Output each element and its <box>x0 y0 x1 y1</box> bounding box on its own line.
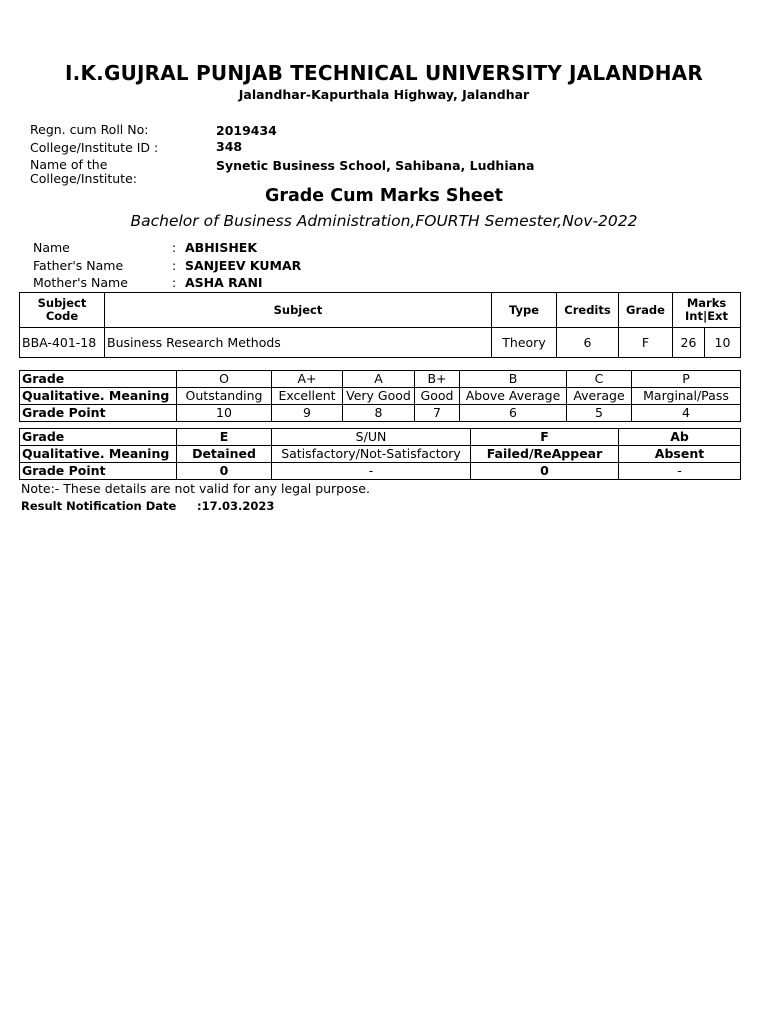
grade-value: Ab <box>619 429 741 446</box>
father-name-label: Father's Name <box>33 258 124 273</box>
meaning-value: Failed/ReAppear <box>471 446 619 463</box>
roll-label: Regn. cum Roll No: <box>30 122 149 137</box>
grade-row <box>20 371 741 388</box>
grade-label: Grade <box>20 429 177 446</box>
student-name-label: Name <box>33 240 70 255</box>
marks-table <box>19 292 741 358</box>
grade-value: B+ <box>415 371 460 388</box>
grade-value: A+ <box>272 371 343 388</box>
meaning-value: Marginal/Pass <box>632 388 741 405</box>
point-row <box>20 463 741 480</box>
father-name-value: SANJEEV KUMAR <box>185 258 302 273</box>
colon: : <box>172 275 177 290</box>
institute-name-label-line1: Name of the <box>30 157 108 172</box>
external-marks-cell: 10 <box>705 328 741 358</box>
grade-value: B <box>460 371 567 388</box>
grade-point-value: 5 <box>567 405 632 422</box>
meaning-value: Outstanding <box>177 388 272 405</box>
institute-name-label-line2: College/Institute: <box>30 171 137 186</box>
grade-point-value: 6 <box>460 405 567 422</box>
grade-point-value: 8 <box>343 405 415 422</box>
grade-point-label: Grade Point <box>20 405 177 422</box>
meaning-value: Very Good <box>343 388 415 405</box>
university-name: I.K.GUJRAL PUNJAB TECHNICAL UNIVERSITY JALANDHAR <box>65 61 703 85</box>
meaning-label: Qualitative. Meaning <box>20 388 177 405</box>
header-type: Type <box>492 293 557 328</box>
result-date-label: Result Notification Date <box>21 499 177 513</box>
header-credits: Credits <box>557 293 619 328</box>
header-grade: Grade <box>619 293 673 328</box>
grade-cell: F <box>619 328 673 358</box>
grade-point-value: 10 <box>177 405 272 422</box>
programme-title: Bachelor of Business Administration,FOURTH Semester,Nov-2022 <box>130 212 638 230</box>
meaning-value: Absent <box>619 446 741 463</box>
grade-point-value: 7 <box>415 405 460 422</box>
colon: : <box>172 258 177 273</box>
student-name-value: ABHISHEK <box>185 240 258 255</box>
meaning-value: Above Average <box>460 388 567 405</box>
point-row <box>20 405 741 422</box>
grade-legend-table-1 <box>19 370 741 422</box>
institute-id-value: 348 <box>216 139 243 154</box>
institute-name-value: Synetic Business School, Sahibana, Ludhiana <box>216 158 535 173</box>
meaning-label: Qualitative. Meaning <box>20 446 177 463</box>
sheet-title: Grade Cum Marks Sheet <box>264 186 504 206</box>
meaning-value: Satisfactory/Not-Satisfactory <box>272 446 471 463</box>
meaning-row <box>20 446 741 463</box>
meaning-value: Detained <box>177 446 272 463</box>
result-notification <box>21 499 274 513</box>
meaning-row <box>20 388 741 405</box>
legal-note: Note:- These details are not valid for any legal purpose. <box>21 481 370 496</box>
roll-value: 2019434 <box>216 123 277 138</box>
header-marks: Marks Int|Ext <box>673 293 741 328</box>
grade-row <box>20 429 741 446</box>
result-date-value: :17.03.2023 <box>197 499 275 513</box>
university-address: Jalandhar-Kapurthala Highway, Jalandhar <box>238 87 530 102</box>
mother-name-value: ASHA RANI <box>185 275 263 290</box>
grade-legend-table-2 <box>19 428 741 480</box>
grade-value: C <box>567 371 632 388</box>
grade-point-value: 9 <box>272 405 343 422</box>
mother-name-label: Mother's Name <box>33 275 128 290</box>
grade-value: O <box>177 371 272 388</box>
subject-name-cell: Business Research Methods <box>105 328 492 358</box>
grade-value: F <box>471 429 619 446</box>
grade-value: A <box>343 371 415 388</box>
credits-cell: 6 <box>557 328 619 358</box>
grade-point-value: - <box>272 463 471 480</box>
grade-point-label: Grade Point <box>20 463 177 480</box>
header-subject-code: Subject Code <box>20 293 105 328</box>
header-subject: Subject <box>105 293 492 328</box>
internal-marks-cell: 26 <box>673 328 705 358</box>
table-row <box>20 328 741 358</box>
grade-label: Grade <box>20 371 177 388</box>
subject-code-cell: BBA-401-18 <box>20 328 105 358</box>
institute-id-label: College/Institute ID : <box>30 140 159 155</box>
meaning-value: Average <box>567 388 632 405</box>
grade-value: E <box>177 429 272 446</box>
meaning-value: Excellent <box>272 388 343 405</box>
colon: : <box>172 240 177 255</box>
grade-point-value: 0 <box>471 463 619 480</box>
grade-value: S/UN <box>272 429 471 446</box>
type-cell: Theory <box>492 328 557 358</box>
grade-point-value: 0 <box>177 463 272 480</box>
grade-point-value: 4 <box>632 405 741 422</box>
grade-value: P <box>632 371 741 388</box>
grade-point-value: - <box>619 463 741 480</box>
meaning-value: Good <box>415 388 460 405</box>
